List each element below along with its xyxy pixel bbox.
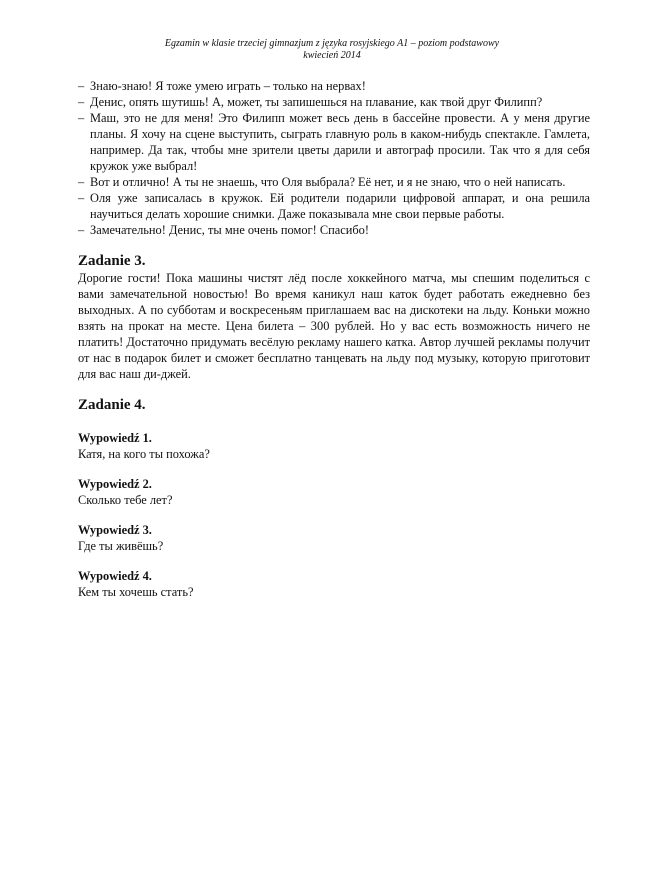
utterance-item: [78, 522, 590, 554]
zadanie-4-title: Zadanie 4.: [78, 397, 146, 413]
utterance-item: [78, 568, 590, 600]
dialogue-line: [78, 110, 590, 174]
zadanie-4-section: [78, 396, 590, 600]
utterance-label: Wypowiedź 1.: [78, 431, 152, 445]
utterance-text: Где ты живёшь?: [78, 539, 164, 553]
zadanie-3-title: Zadanie 3.: [78, 253, 146, 269]
zadanie-3-text: Дорогие гости! Пока машины чистят лёд после хоккейного матча, мы спешим поделиться с вами замечательной новостью! Во время каникул наш каток будет работать ежедневно без выходных. А по субботам и воскресеньям приглашаем вас на дискотеки на льду. Коньки можно взять на прокат на месте. Цена билета – 300 рублей. Но у вас есть возможность ничего не платить! Достаточно придумать весёлую рекламу нашего катка. Автор лучшей рекламы получит от нас в подарок билет и сможет бесплатно танцевать на льду под музыку, которую приготовит для вас наш ди-джей.: [78, 271, 590, 381]
dialogue-line: [78, 222, 590, 238]
utterance-item: [78, 430, 590, 462]
header-date: kwiecień 2014: [303, 50, 361, 61]
dash-mark: –: [78, 175, 85, 189]
utterance-text: Сколько тебе лет?: [78, 493, 173, 507]
dialogue-line: [78, 78, 590, 94]
dialogue-list: [78, 78, 590, 238]
dash-mark: –: [78, 191, 85, 205]
dialogue-line: [78, 174, 590, 190]
dialogue-text: Оля уже записалась в кружок. Ей родители подарили цифровой аппарат, и она решила научиться делать хорошие снимки. Даже показывала мне свои первые работы.: [90, 191, 590, 221]
dialogue-text: Знаю-знаю! Я тоже умею играть – только на нервах!: [90, 79, 366, 93]
utterance-item: [78, 476, 590, 508]
header-exam-title: Egzamin w klasie trzeciej gimnazjum z języka rosyjskiego A1 – poziom podstawowy: [164, 38, 500, 49]
utterance-label: Wypowiedź 3.: [78, 523, 152, 537]
dialogue-line: [78, 94, 590, 110]
dash-mark: –: [78, 95, 85, 109]
dialogue-text: Замечательно! Денис, ты мне очень помог! Спасибо!: [90, 223, 369, 237]
page-header: [0, 38, 664, 62]
zadanie-3-section: [78, 252, 590, 382]
dialogue-text: Денис, опять шутишь! А, может, ты запишешься на плавание, как твой друг Филипп?: [90, 95, 543, 109]
dialogue-text: Вот и отлично! А ты не знаешь, что Оля выбрала? Её нет, и я не знаю, что о ней написать.: [90, 175, 566, 189]
utterance-label: Wypowiedź 2.: [78, 477, 152, 491]
dash-mark: –: [78, 223, 85, 237]
utterance-label: Wypowiedź 4.: [78, 569, 152, 583]
utterance-text: Катя, на кого ты похожа?: [78, 447, 210, 461]
utterance-text: Кем ты хочешь стать?: [78, 585, 194, 599]
dialogue-text: Маш, это не для меня! Это Филипп может весь день в бассейне провести. А у меня другие планы. Я хочу на сцене выступить, сыграть главную роль в каком-нибудь спектакле. Гамлета, например. Да так, чтобы мне зрители цветы дарили и автограф просили. Так что я для себя кружок уже выбрал!: [90, 111, 590, 173]
dash-mark: –: [78, 79, 85, 93]
dash-mark: –: [78, 111, 85, 125]
dialogue-line: [78, 190, 590, 222]
page-content: [78, 78, 590, 600]
